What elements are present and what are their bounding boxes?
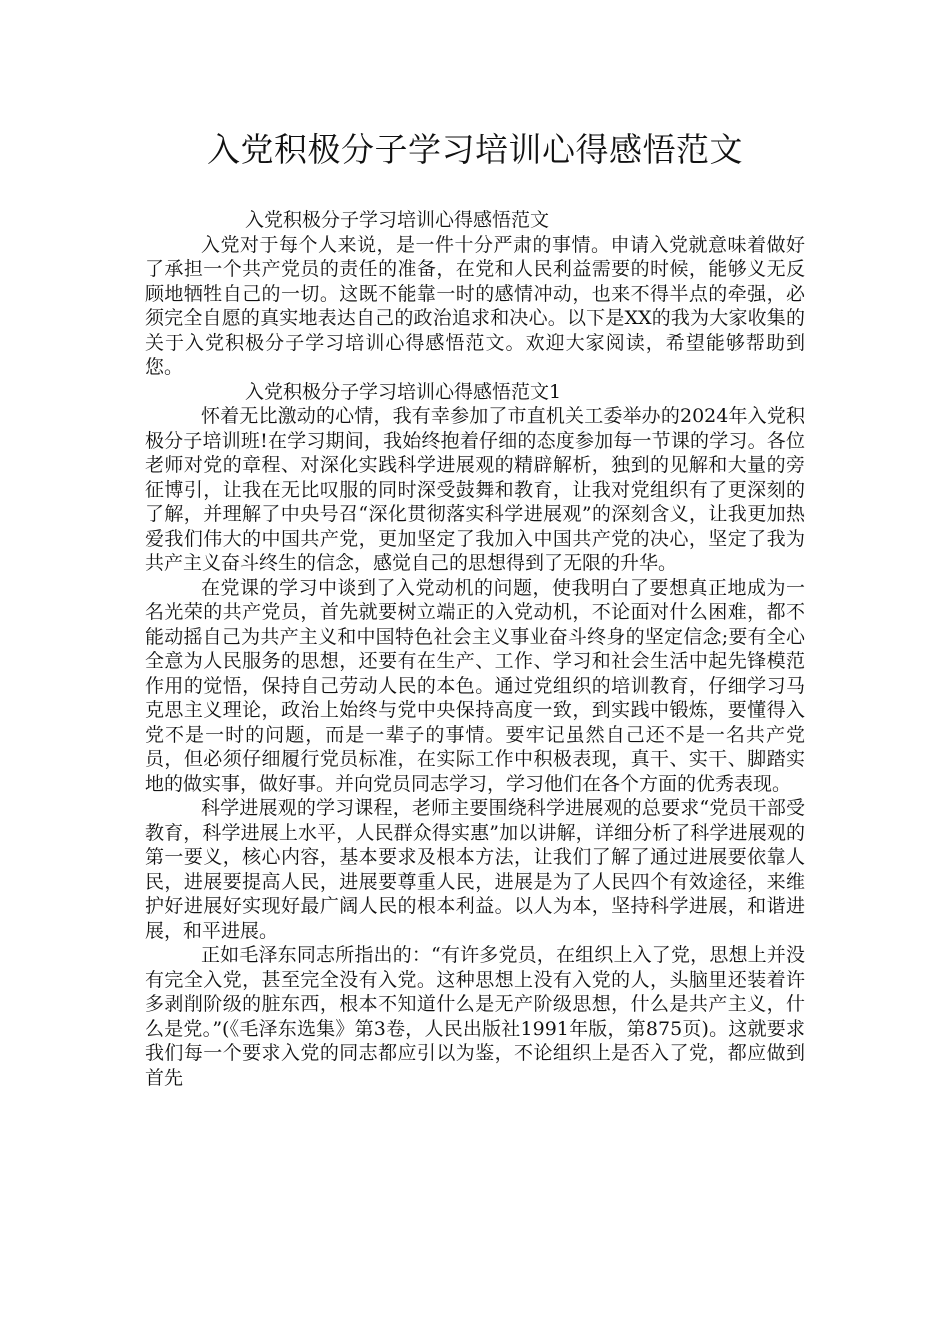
section-heading-1: 入党积极分子学习培训心得感悟范文1	[245, 380, 562, 403]
body-paragraph-1: 怀着无比激动的心情，我有幸参加了市直机关工委举办的2024年入党积极分子培训班!在学习期间，我始终抱着仔细的态度参加每一节课的学习。各位老师对党的章程、对深化实践科学进展观的精辟解析，独到的见解和大量的旁征博引，让我在无比叹服的同时深受鼓舞和教育，让我对党组织有了更深刻的了解，并理解了中央号召“深化贯彻落实科学进展观”的深刻含义，让我更加热爱我们伟大的中国共产党，更加坚定了我加入中国共产党的决心，坚定了我为共产主义奋斗终生的信念，感觉自己的思想得到了无限的升华。	[145, 405, 805, 574]
body-paragraph-2: 在党课的学习中谈到了入党动机的问题，使我明白了要想真正地成为一名光荣的共产党员，首先就要树立端正的入党动机，不论面对什么困难，都不能动摇自己为共产主义和中国特色社会主义事业奋斗终身的坚定信念;要有全心全意为人民服务的思想，还要有在生产、工作、学习和社会生活中起先锋模范作用的觉悟，保持自己劳动人民的本色。通过党组织的培训教育，仔细学习马克思主义理论，政治上始终与党中央保持高度一致，到实践中锻炼，要懂得入党不是一时的问题，而是一辈子的事情。要牢记虽然自己还不是一名共产党员，但必须仔细履行党员标准，在实际工作中积极表现，真干、实干、脚踏实地的做实事，做好事。并向党员同志学习，学习他们在各个方面的优秀表现。	[145, 576, 805, 795]
document-subtitle: 入党积极分子学习培训心得感悟范文	[245, 209, 550, 231]
intro-paragraph: 入党对于每个人来说，是一件十分严肃的事情。申请入党就意味着做好了承担一个共产党员的责任的准备，在党和人民利益需要的时候，能够义无反顾地牺牲自己的一切。这既不能靠一时的感情冲动，也来不得半点的牵强，必须完全自愿的真实地表达自己的政治追求和决心。以下是XX的我为大家收集的关于入党积极分子学习培训心得感悟范文。欢迎大家阅读，希望能够帮助到您。	[145, 233, 805, 378]
body-paragraph-3: 科学进展观的学习课程，老师主要围绕科学进展观的总要求“党员干部受教育，科学进展上水平，人民群众得实惠”加以讲解，详细分析了科学进展观的第一要义，核心内容，基本要求及根本方法，让我们了解了通过进展要依靠人民，进展要提高人民，进展要尊重人民，进展是为了人民四个有效途径，来维护好进展好实现好最广阔人民的根本利益。以人为本，坚持科学进展，和谐进展，和平进展。	[145, 797, 805, 942]
document-page	[145, 128, 805, 1090]
document-title: 入党积极分子学习培训心得感悟范文	[207, 130, 743, 169]
body-paragraph-4: 正如毛泽东同志所指出的：“有许多党员，在组织上入了党，思想上并没有完全入党，甚至完全没有入党。这种思想上没有入党的人，头脑里还装着许多剥削阶级的脏东西，根本不知道什么是无产阶级思想，什么是共产主义，什么是党。”(《毛泽东选集》第3卷，人民出版社1991年版，第875页)。这就要求我们每一个要求入党的同志都应引以为鉴，不论组织上是否入了党，都应做到首先	[145, 944, 805, 1089]
